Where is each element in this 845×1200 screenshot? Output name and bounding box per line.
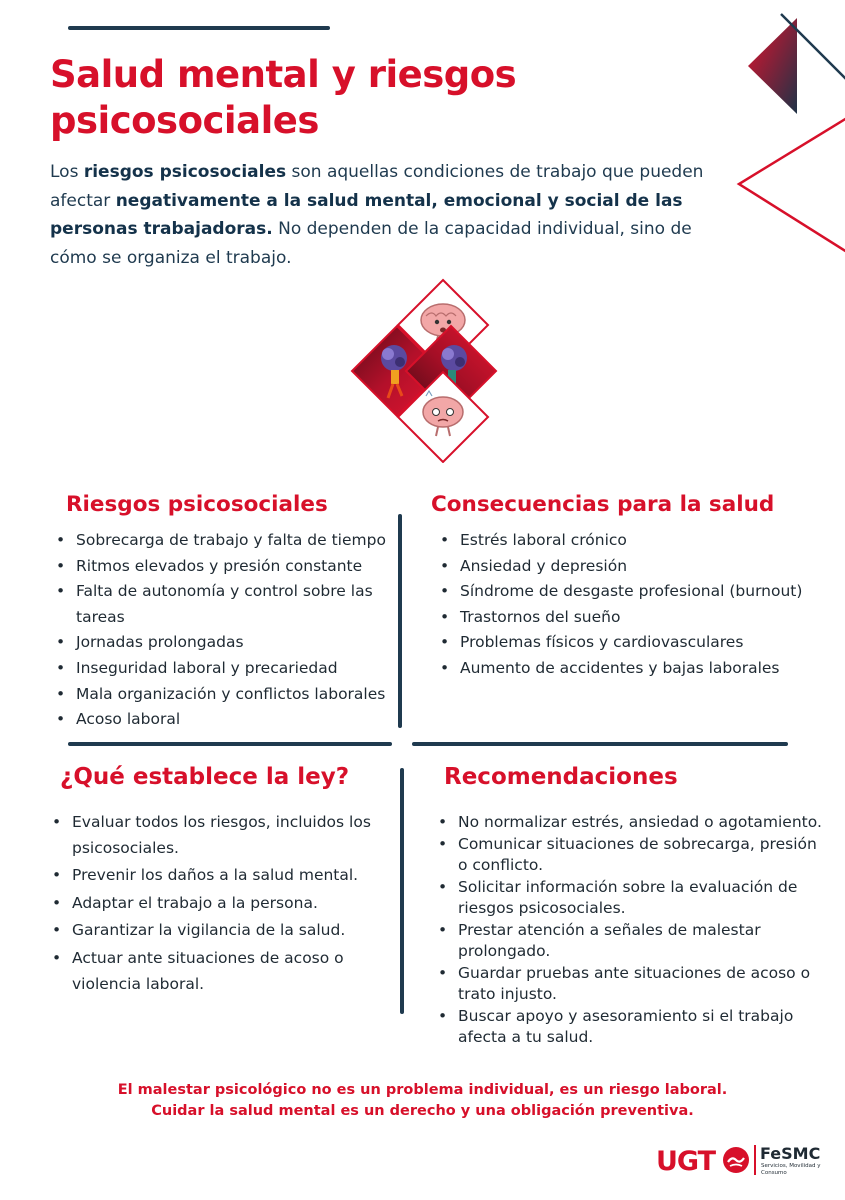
intro-paragraph xyxy=(50,158,740,272)
list-item: • Prevenir los daños a la salud mental. xyxy=(50,863,380,889)
section-title-recomendaciones: Recomendaciones xyxy=(444,764,678,790)
list-item: • Jornadas prolongadas xyxy=(54,630,389,656)
list-item: • Garantizar la vigilancia de la salud. xyxy=(50,918,380,944)
intro-text-3: No dependen de la capacidad individual, sino de cómo se organiza el trabajo. xyxy=(50,219,692,268)
intro-text-2: son aquellas condiciones de trabajo que pueden afectar xyxy=(50,162,704,211)
list-item: • Ansiedad y depresión xyxy=(438,554,838,580)
ugt-emblem-icon xyxy=(722,1146,750,1174)
list-item: • Falta de autonomía y control sobre las tareas xyxy=(54,579,389,630)
gradient-triangle xyxy=(748,18,797,114)
diamond-illustration xyxy=(350,278,500,463)
section-title-riesgos: Riesgos psicosociales xyxy=(66,492,328,517)
list-item: • Actuar ante situaciones de acoso o violencia laboral. xyxy=(50,946,380,997)
footer-line-1: El malestar psicológico no es un problema individual, es un riesgo laboral. xyxy=(117,1082,728,1098)
list-item: • Acoso laboral xyxy=(54,707,389,733)
list-item: • No normalizar estrés, ansiedad o agotamiento. xyxy=(436,812,826,834)
section-title-consecuencias: Consecuencias para la salud xyxy=(431,492,775,517)
section-title-ley: ¿Qué establece la ley? xyxy=(60,764,350,790)
list-item: • Aumento de accidentes y bajas laborales xyxy=(438,656,838,682)
fesmc-wordmark: FeSMC xyxy=(760,1144,821,1163)
list-item: • Adaptar el trabajo a la persona. xyxy=(50,891,380,917)
vertical-divider-bottom xyxy=(400,768,404,1014)
list-item: • Guardar pruebas ante situaciones de acoso o trato injusto. xyxy=(436,963,826,1006)
list-item: • Síndrome de desgaste profesional (burnout) xyxy=(438,579,838,605)
list-riesgos xyxy=(54,528,389,733)
horizontal-divider-left xyxy=(68,742,392,746)
list-item: • Ritmos elevados y presión constante xyxy=(54,554,389,580)
list-item: • Evaluar todos los riesgos, incluidos los psicosociales. xyxy=(50,810,380,861)
list-item: • Mala organización y conflictos laborales xyxy=(54,682,389,708)
horizontal-divider-right xyxy=(412,742,788,746)
list-item: • Sobrecarga de trabajo y falta de tiempo xyxy=(54,528,389,554)
ugt-wordmark: UGT xyxy=(656,1146,716,1177)
footer-message xyxy=(0,1080,845,1122)
list-item: • Estrés laboral crónico xyxy=(438,528,838,554)
footer-line-2: Cuidar la salud mental es un derecho y una obligación preventiva. xyxy=(151,1103,694,1119)
fesmc-subtitle: Servicios, Movilidad y Consumo xyxy=(761,1163,821,1176)
red-chevron-line xyxy=(739,118,845,252)
list-item: • Comunicar situaciones de sobrecarga, presión o conflicto. xyxy=(436,834,826,877)
list-item: • Prestar atención a señales de malestar prolongado. xyxy=(436,920,826,963)
list-ley xyxy=(50,810,380,999)
intro-bold-1: riesgos psicosociales xyxy=(83,162,287,182)
intro-bold-2: negativamente a la salud mental, emocional y social de las personas trabajadoras. xyxy=(50,190,683,239)
page-title: Salud mental y riesgos psicosociales xyxy=(50,53,517,142)
vertical-divider-top xyxy=(398,514,402,728)
list-item: • Trastornos del sueño xyxy=(438,605,838,631)
list-item: • Problemas físicos y cardiovasculares xyxy=(438,630,838,656)
logo-separator xyxy=(754,1145,756,1175)
list-item: • Inseguridad laboral y precariedad xyxy=(54,656,389,682)
list-item: • Solicitar información sobre la evaluación de riesgos psicosociales. xyxy=(436,877,826,920)
intro-text-1: Los xyxy=(50,162,84,182)
list-recomendaciones xyxy=(436,812,826,1049)
list-item: • Buscar apoyo y asesoramiento si el trabajo afecta a tu salud. xyxy=(436,1006,826,1049)
list-consecuencias xyxy=(438,528,838,682)
top-accent-bar xyxy=(68,26,330,30)
